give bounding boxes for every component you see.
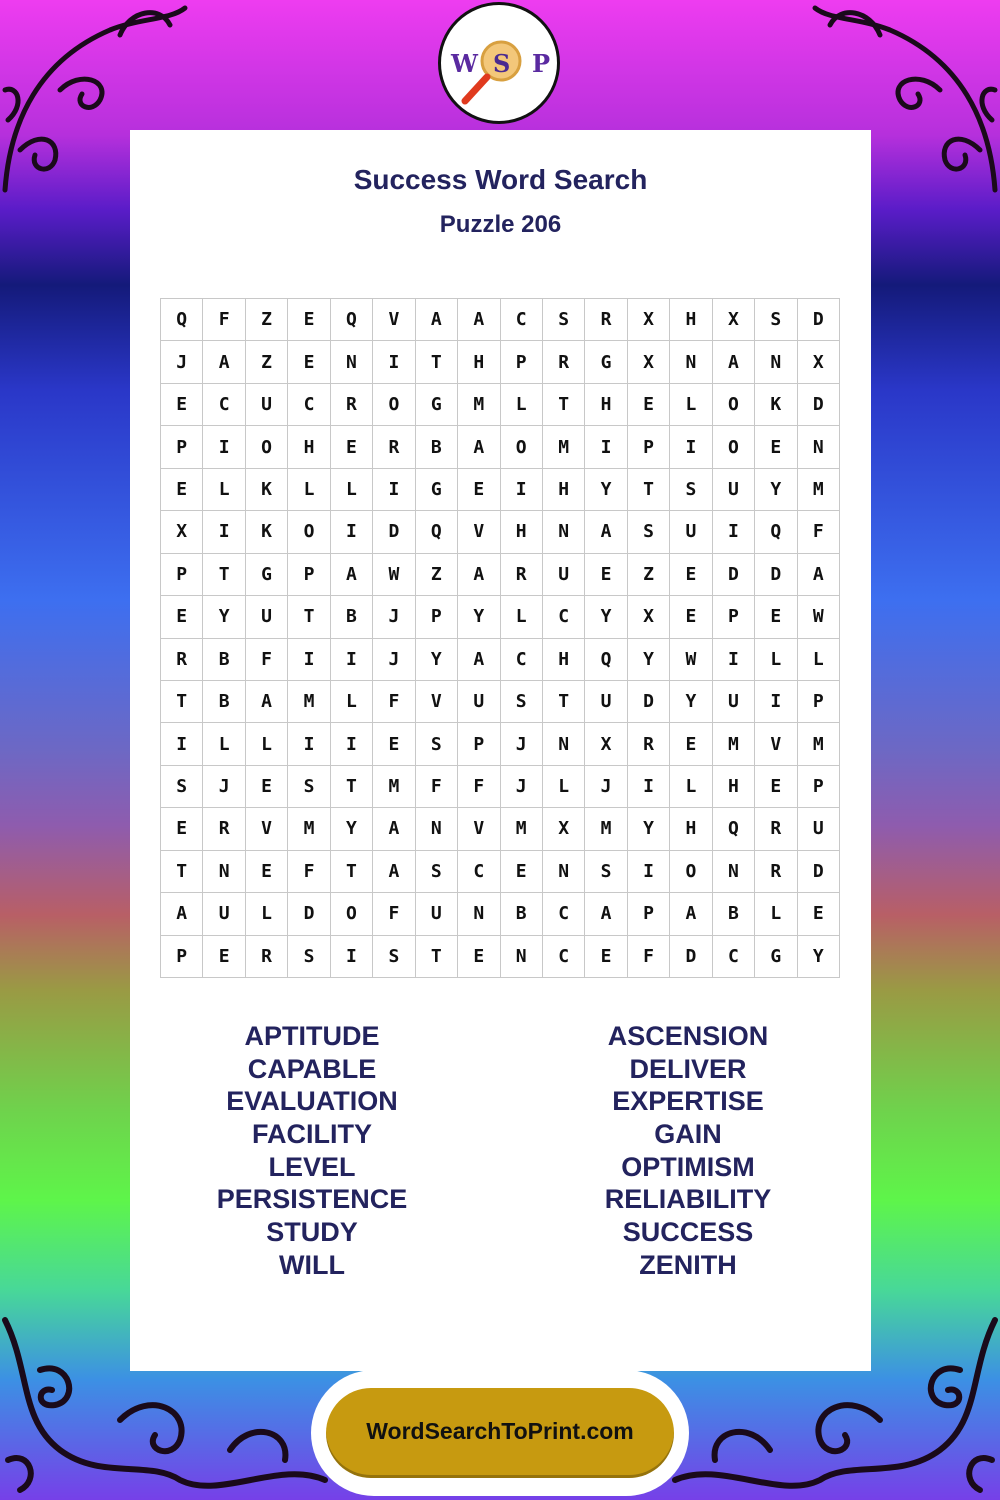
grid-cell[interactable]: M: [798, 469, 840, 511]
word-list-item: DELIVER: [629, 1053, 747, 1084]
grid-cell[interactable]: A: [373, 808, 415, 850]
puzzle-title: Success Word Search: [353, 164, 648, 195]
grid-cell[interactable]: A: [585, 893, 627, 935]
grid-cell[interactable]: V: [246, 808, 288, 850]
grid-cell[interactable]: V: [755, 723, 797, 765]
grid-cell[interactable]: E: [288, 299, 330, 341]
grid-cell[interactable]: A: [331, 554, 373, 596]
grid-cell[interactable]: H: [670, 808, 712, 850]
word-list-item: PERSISTENCE: [216, 1184, 408, 1215]
grid-cell[interactable]: I: [288, 639, 330, 681]
grid-cell[interactable]: L: [246, 893, 288, 935]
grid-cell[interactable]: I: [203, 426, 245, 468]
grid-cell[interactable]: X: [798, 341, 840, 383]
word-list-item: EVALUATION: [226, 1086, 398, 1117]
grid-cell[interactable]: B: [331, 596, 373, 638]
word-list-item: SUCCESS: [622, 1217, 754, 1248]
site-link-button[interactable]: [326, 1388, 674, 1478]
grid-cell[interactable]: O: [246, 426, 288, 468]
grid-cell[interactable]: L: [203, 723, 245, 765]
grid-cell[interactable]: T: [288, 596, 330, 638]
word-list-left: [162, 1020, 462, 1282]
grid-cell[interactable]: F: [288, 851, 330, 893]
grid-cell[interactable]: C: [543, 893, 585, 935]
word-list-item: EXPERTISE: [612, 1086, 764, 1117]
grid-cell[interactable]: L: [288, 469, 330, 511]
grid-cell[interactable]: Y: [670, 681, 712, 723]
grid-cell[interactable]: R: [331, 384, 373, 426]
grid-cell[interactable]: I: [331, 723, 373, 765]
grid-cell[interactable]: J: [203, 766, 245, 808]
grid-cell[interactable]: N: [458, 893, 500, 935]
grid-cell[interactable]: E: [331, 426, 373, 468]
grid-cell[interactable]: S: [416, 851, 458, 893]
grid-cell[interactable]: E: [798, 893, 840, 935]
grid-cell[interactable]: T: [543, 681, 585, 723]
grid-cell[interactable]: M: [501, 808, 543, 850]
grid-cell[interactable]: Y: [585, 596, 627, 638]
word-list-item: GAIN: [654, 1119, 722, 1150]
grid-cell[interactable]: U: [713, 469, 755, 511]
grid-cell[interactable]: X: [543, 808, 585, 850]
grid-cell[interactable]: E: [585, 936, 627, 978]
grid-cell[interactable]: P: [628, 893, 670, 935]
grid-cell[interactable]: F: [203, 299, 245, 341]
grid-cell[interactable]: E: [161, 808, 203, 850]
grid-cell[interactable]: O: [331, 893, 373, 935]
grid-cell[interactable]: S: [416, 723, 458, 765]
grid-cell[interactable]: L: [798, 639, 840, 681]
grid-cell[interactable]: Q: [755, 511, 797, 553]
grid-cell[interactable]: P: [161, 936, 203, 978]
grid-cell[interactable]: I: [373, 341, 415, 383]
grid-cell[interactable]: B: [203, 639, 245, 681]
grid-cell[interactable]: T: [543, 384, 585, 426]
grid-cell[interactable]: I: [628, 851, 670, 893]
grid-cell[interactable]: J: [501, 766, 543, 808]
grid-cell[interactable]: F: [798, 511, 840, 553]
grid-cell[interactable]: M: [288, 808, 330, 850]
grid-cell[interactable]: L: [670, 384, 712, 426]
grid-cell[interactable]: E: [161, 596, 203, 638]
word-list-item: ASCENSION: [607, 1021, 769, 1051]
grid-cell[interactable]: U: [416, 893, 458, 935]
grid-cell[interactable]: Y: [203, 596, 245, 638]
grid-cell[interactable]: D: [628, 681, 670, 723]
grid-cell[interactable]: C: [203, 384, 245, 426]
grid-cell[interactable]: T: [161, 681, 203, 723]
word-list-item: STUDY: [266, 1217, 358, 1248]
grid-cell[interactable]: Y: [798, 936, 840, 978]
word-list-item: CAPABLE: [247, 1053, 377, 1084]
grid-cell[interactable]: N: [543, 851, 585, 893]
grid-cell[interactable]: P: [713, 596, 755, 638]
grid-cell[interactable]: F: [246, 639, 288, 681]
grid-cell[interactable]: G: [585, 341, 627, 383]
grid-cell[interactable]: D: [755, 554, 797, 596]
grid-cell[interactable]: A: [713, 341, 755, 383]
grid-cell[interactable]: A: [458, 639, 500, 681]
grid-cell[interactable]: D: [798, 299, 840, 341]
grid-cell[interactable]: A: [670, 893, 712, 935]
word-list-right: [538, 1020, 838, 1282]
grid-cell[interactable]: Q: [416, 511, 458, 553]
grid-cell[interactable]: S: [755, 299, 797, 341]
grid-cell[interactable]: U: [246, 384, 288, 426]
grid-cell[interactable]: I: [628, 766, 670, 808]
grid-cell[interactable]: R: [161, 639, 203, 681]
grid-cell[interactable]: X: [628, 341, 670, 383]
grid-cell[interactable]: R: [246, 936, 288, 978]
grid-cell[interactable]: A: [161, 893, 203, 935]
letter-grid: [160, 298, 840, 978]
grid-cell[interactable]: D: [798, 384, 840, 426]
grid-cell[interactable]: G: [416, 384, 458, 426]
grid-cell[interactable]: Y: [755, 469, 797, 511]
grid-cell[interactable]: S: [288, 766, 330, 808]
grid-cell[interactable]: I: [331, 511, 373, 553]
grid-cell[interactable]: E: [755, 426, 797, 468]
grid-cell[interactable]: P: [501, 341, 543, 383]
word-list-item: APTITUDE: [244, 1021, 380, 1051]
grid-cell[interactable]: H: [458, 341, 500, 383]
grid-cell[interactable]: C: [501, 639, 543, 681]
grid-cell[interactable]: R: [501, 554, 543, 596]
grid-cell[interactable]: A: [203, 341, 245, 383]
grid-cell[interactable]: P: [458, 723, 500, 765]
grid-cell[interactable]: L: [670, 766, 712, 808]
grid-cell[interactable]: L: [246, 723, 288, 765]
grid-cell[interactable]: G: [755, 936, 797, 978]
site-link-text: WordSearchToPrint.com: [366, 1418, 634, 1444]
grid-cell[interactable]: Y: [331, 808, 373, 850]
grid-cell[interactable]: O: [713, 384, 755, 426]
grid-cell[interactable]: H: [670, 299, 712, 341]
grid-cell[interactable]: S: [501, 681, 543, 723]
grid-cell[interactable]: H: [543, 469, 585, 511]
grid-cell[interactable]: N: [416, 808, 458, 850]
grid-cell[interactable]: X: [713, 299, 755, 341]
grid-cell[interactable]: S: [670, 469, 712, 511]
grid-cell[interactable]: U: [713, 681, 755, 723]
grid-cell[interactable]: R: [373, 426, 415, 468]
grid-cell[interactable]: A: [373, 851, 415, 893]
grid-cell[interactable]: C: [458, 851, 500, 893]
grid-cell[interactable]: E: [458, 936, 500, 978]
grid-cell[interactable]: E: [203, 936, 245, 978]
grid-cell[interactable]: Q: [331, 299, 373, 341]
grid-cell[interactable]: N: [798, 426, 840, 468]
grid-cell[interactable]: E: [755, 596, 797, 638]
grid-cell[interactable]: P: [161, 426, 203, 468]
grid-cell[interactable]: O: [373, 384, 415, 426]
grid-cell[interactable]: A: [416, 299, 458, 341]
grid-cell[interactable]: H: [543, 639, 585, 681]
grid-cell[interactable]: R: [203, 808, 245, 850]
logo-letter-s: S: [493, 49, 511, 78]
grid-cell[interactable]: C: [543, 936, 585, 978]
grid-cell[interactable]: A: [798, 554, 840, 596]
grid-cell[interactable]: I: [585, 426, 627, 468]
grid-cell[interactable]: U: [798, 808, 840, 850]
grid-cell[interactable]: Z: [628, 554, 670, 596]
grid-cell[interactable]: T: [161, 851, 203, 893]
word-list-item: FACILITY: [252, 1119, 372, 1150]
grid-cell[interactable]: R: [543, 341, 585, 383]
word-list-item: WILL: [279, 1249, 345, 1280]
grid-cell[interactable]: T: [331, 766, 373, 808]
grid-cell[interactable]: A: [585, 511, 627, 553]
grid-cell[interactable]: I: [755, 681, 797, 723]
grid-cell[interactable]: U: [670, 511, 712, 553]
grid-cell[interactable]: B: [713, 893, 755, 935]
grid-cell[interactable]: M: [585, 808, 627, 850]
grid-cell[interactable]: L: [203, 469, 245, 511]
word-list-item: OPTIMISM: [621, 1151, 755, 1182]
grid-cell[interactable]: I: [670, 426, 712, 468]
grid-cell[interactable]: E: [670, 723, 712, 765]
grid-cell[interactable]: U: [585, 681, 627, 723]
grid-cell[interactable]: C: [543, 596, 585, 638]
grid-cell[interactable]: S: [161, 766, 203, 808]
grid-cell[interactable]: E: [585, 554, 627, 596]
grid-cell[interactable]: E: [161, 384, 203, 426]
grid-cell[interactable]: C: [501, 299, 543, 341]
grid-cell[interactable]: C: [288, 384, 330, 426]
grid-cell[interactable]: B: [501, 893, 543, 935]
logo-letter-p: P: [532, 49, 551, 78]
grid-cell[interactable]: L: [755, 893, 797, 935]
grid-cell[interactable]: N: [203, 851, 245, 893]
grid-cell[interactable]: D: [373, 511, 415, 553]
grid-cell[interactable]: A: [458, 554, 500, 596]
grid-cell[interactable]: H: [585, 384, 627, 426]
grid-cell[interactable]: S: [628, 511, 670, 553]
grid-cell[interactable]: N: [543, 511, 585, 553]
puzzle-card: [130, 130, 871, 1371]
grid-cell[interactable]: H: [501, 511, 543, 553]
grid-cell[interactable]: P: [798, 681, 840, 723]
grid-cell[interactable]: I: [713, 639, 755, 681]
grid-cell[interactable]: I: [161, 723, 203, 765]
grid-cell[interactable]: J: [161, 341, 203, 383]
grid-cell[interactable]: Q: [161, 299, 203, 341]
grid-cell[interactable]: Q: [713, 808, 755, 850]
grid-cell[interactable]: T: [331, 851, 373, 893]
grid-cell[interactable]: X: [585, 723, 627, 765]
grid-cell[interactable]: V: [373, 299, 415, 341]
grid-cell[interactable]: O: [670, 851, 712, 893]
grid-cell[interactable]: N: [755, 341, 797, 383]
grid-cell[interactable]: S: [288, 936, 330, 978]
grid-cell[interactable]: N: [501, 936, 543, 978]
grid-cell[interactable]: F: [373, 893, 415, 935]
grid-cell[interactable]: E: [288, 341, 330, 383]
grid-cell[interactable]: Z: [246, 341, 288, 383]
grid-cell[interactable]: R: [628, 723, 670, 765]
grid-cell[interactable]: W: [373, 554, 415, 596]
grid-cell[interactable]: T: [628, 469, 670, 511]
grid-cell[interactable]: E: [501, 851, 543, 893]
grid-cell[interactable]: P: [288, 554, 330, 596]
grid-cell[interactable]: F: [416, 766, 458, 808]
grid-cell[interactable]: L: [501, 596, 543, 638]
grid-cell[interactable]: I: [203, 511, 245, 553]
grid-cell[interactable]: F: [628, 936, 670, 978]
grid-cell[interactable]: S: [373, 936, 415, 978]
grid-cell[interactable]: N: [331, 341, 373, 383]
grid-cell[interactable]: N: [713, 851, 755, 893]
word-list-item: LEVEL: [268, 1151, 356, 1182]
grid-cell[interactable]: Y: [458, 596, 500, 638]
grid-cell[interactable]: U: [543, 554, 585, 596]
grid-cell[interactable]: Q: [585, 639, 627, 681]
grid-cell[interactable]: Y: [628, 639, 670, 681]
grid-cell[interactable]: X: [628, 596, 670, 638]
grid-cell[interactable]: P: [798, 766, 840, 808]
grid-cell[interactable]: L: [331, 469, 373, 511]
grid-cell[interactable]: I: [713, 511, 755, 553]
grid-cell[interactable]: T: [203, 554, 245, 596]
grid-cell[interactable]: P: [161, 554, 203, 596]
grid-cell[interactable]: J: [373, 639, 415, 681]
grid-cell[interactable]: M: [458, 384, 500, 426]
grid-cell[interactable]: E: [670, 596, 712, 638]
grid-cell[interactable]: D: [670, 936, 712, 978]
grid-cell[interactable]: T: [416, 936, 458, 978]
grid-cell[interactable]: R: [755, 851, 797, 893]
grid-cell[interactable]: V: [458, 808, 500, 850]
grid-cell[interactable]: A: [458, 299, 500, 341]
grid-cell[interactable]: E: [755, 766, 797, 808]
grid-cell[interactable]: I: [331, 936, 373, 978]
grid-cell[interactable]: M: [373, 766, 415, 808]
grid-cell[interactable]: S: [585, 851, 627, 893]
wsp-logo[interactable]: [438, 2, 560, 124]
grid-cell[interactable]: U: [246, 596, 288, 638]
puzzle-number: Puzzle 206: [439, 211, 562, 238]
grid-cell[interactable]: D: [288, 893, 330, 935]
grid-cell[interactable]: S: [543, 299, 585, 341]
grid-cell[interactable]: A: [246, 681, 288, 723]
word-list-item: RELIABILITY: [604, 1184, 772, 1215]
grid-cell[interactable]: U: [203, 893, 245, 935]
grid-cell[interactable]: G: [246, 554, 288, 596]
grid-cell[interactable]: E: [373, 723, 415, 765]
grid-cell[interactable]: J: [501, 723, 543, 765]
grid-cell[interactable]: E: [246, 851, 288, 893]
grid-cell[interactable]: M: [713, 723, 755, 765]
grid-cell[interactable]: J: [585, 766, 627, 808]
grid-cell[interactable]: N: [670, 341, 712, 383]
grid-cell[interactable]: Z: [246, 299, 288, 341]
grid-cell[interactable]: O: [713, 426, 755, 468]
grid-cell[interactable]: T: [416, 341, 458, 383]
grid-cell[interactable]: I: [331, 639, 373, 681]
grid-cell[interactable]: H: [713, 766, 755, 808]
grid-cell[interactable]: C: [713, 936, 755, 978]
grid-cell[interactable]: M: [288, 681, 330, 723]
grid-cell[interactable]: E: [246, 766, 288, 808]
grid-cell[interactable]: I: [373, 469, 415, 511]
grid-cell[interactable]: E: [458, 469, 500, 511]
grid-cell[interactable]: W: [670, 639, 712, 681]
grid-cell[interactable]: K: [246, 469, 288, 511]
grid-cell[interactable]: F: [458, 766, 500, 808]
grid-cell[interactable]: E: [628, 384, 670, 426]
grid-cell[interactable]: N: [543, 723, 585, 765]
grid-cell[interactable]: M: [798, 723, 840, 765]
grid-cell[interactable]: D: [798, 851, 840, 893]
grid-cell[interactable]: L: [331, 681, 373, 723]
grid-cell[interactable]: R: [585, 299, 627, 341]
grid-cell[interactable]: R: [755, 808, 797, 850]
grid-cell[interactable]: W: [798, 596, 840, 638]
grid-cell[interactable]: B: [203, 681, 245, 723]
grid-cell[interactable]: F: [373, 681, 415, 723]
grid-cell[interactable]: P: [416, 596, 458, 638]
grid-cell[interactable]: K: [755, 384, 797, 426]
grid-cell[interactable]: I: [501, 469, 543, 511]
grid-cell[interactable]: M: [543, 426, 585, 468]
logo-letter-w: W: [451, 49, 478, 78]
grid-cell[interactable]: I: [288, 723, 330, 765]
grid-cell[interactable]: A: [458, 426, 500, 468]
grid-cell[interactable]: X: [628, 299, 670, 341]
grid-cell[interactable]: Y: [628, 808, 670, 850]
grid-cell[interactable]: J: [373, 596, 415, 638]
grid-cell[interactable]: D: [713, 554, 755, 596]
grid-cell[interactable]: O: [501, 426, 543, 468]
grid-cell[interactable]: V: [416, 681, 458, 723]
grid-cell[interactable]: L: [755, 639, 797, 681]
grid-cell[interactable]: K: [246, 511, 288, 553]
grid-cell[interactable]: H: [288, 426, 330, 468]
grid-cell[interactable]: X: [161, 511, 203, 553]
grid-cell[interactable]: Y: [416, 639, 458, 681]
grid-cell[interactable]: G: [416, 469, 458, 511]
grid-cell[interactable]: Z: [416, 554, 458, 596]
grid-cell[interactable]: P: [628, 426, 670, 468]
grid-cell[interactable]: B: [416, 426, 458, 468]
grid-cell[interactable]: L: [501, 384, 543, 426]
grid-cell[interactable]: E: [670, 554, 712, 596]
grid-cell[interactable]: L: [543, 766, 585, 808]
word-list-item: ZENITH: [639, 1249, 737, 1280]
grid-cell[interactable]: V: [458, 511, 500, 553]
grid-cell[interactable]: Y: [585, 469, 627, 511]
grid-cell[interactable]: O: [288, 511, 330, 553]
grid-cell[interactable]: E: [161, 469, 203, 511]
grid-cell[interactable]: U: [458, 681, 500, 723]
